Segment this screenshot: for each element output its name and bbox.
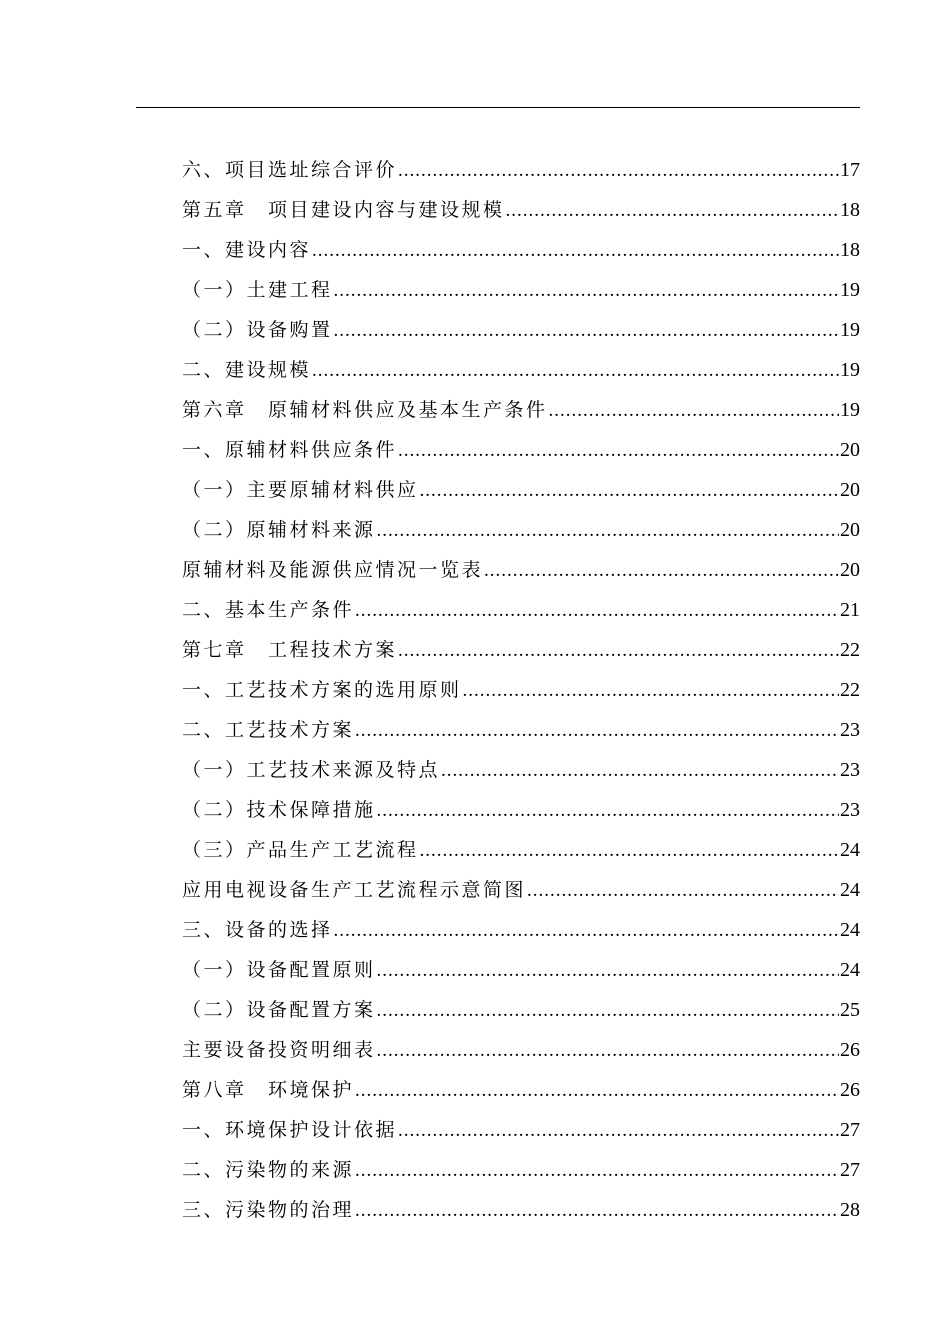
toc-entry[interactable] xyxy=(182,1190,860,1230)
toc-entry-page-number: 19 xyxy=(840,279,860,301)
toc-entry-title: 二、污染物的来源 xyxy=(182,1159,355,1181)
table-of-contents xyxy=(182,150,860,1230)
toc-entry-title: （三）产品生产工艺流程 xyxy=(182,839,419,861)
toc-entry[interactable] xyxy=(182,590,860,630)
toc-entry-title: 六、项目选址综合评价 xyxy=(182,159,398,181)
toc-entry-title: 一、原辅材料供应条件 xyxy=(182,439,398,461)
toc-dot-leader xyxy=(355,1151,839,1191)
toc-entry-page-number: 19 xyxy=(840,359,860,381)
toc-entry-title: 第六章 原辅材料供应及基本生产条件 xyxy=(182,399,548,421)
toc-entry-title: 主要设备投资明细表 xyxy=(182,1039,376,1061)
toc-dot-leader xyxy=(420,831,839,871)
toc-entry[interactable] xyxy=(182,790,860,830)
toc-entry-page-number: 27 xyxy=(840,1119,860,1141)
toc-entry-title: 第五章 项目建设内容与建设规模 xyxy=(182,199,505,221)
toc-dot-leader xyxy=(398,631,839,671)
toc-entry[interactable] xyxy=(182,550,860,590)
toc-entry-page-number: 20 xyxy=(840,439,860,461)
toc-entry[interactable] xyxy=(182,830,860,870)
toc-entry-title: 一、建设内容 xyxy=(182,239,312,261)
toc-entry-title: 第七章 工程技术方案 xyxy=(182,639,398,661)
toc-entry[interactable] xyxy=(182,310,860,350)
toc-entry-page-number: 21 xyxy=(840,599,860,621)
toc-dot-leader xyxy=(377,791,839,831)
toc-dot-leader xyxy=(377,511,839,551)
toc-entry[interactable] xyxy=(182,350,860,390)
toc-entry-title: 三、设备的选择 xyxy=(182,919,333,941)
toc-entry-page-number: 18 xyxy=(840,239,860,261)
toc-entry[interactable] xyxy=(182,750,860,790)
toc-entry-page-number: 26 xyxy=(840,1039,860,1061)
toc-entry-title: 二、工艺技术方案 xyxy=(182,719,355,741)
toc-entry[interactable] xyxy=(182,230,860,270)
toc-entry-title: 一、环境保护设计依据 xyxy=(182,1119,398,1141)
toc-dot-leader xyxy=(463,671,839,711)
toc-entry-page-number: 28 xyxy=(840,1199,860,1221)
toc-entry[interactable] xyxy=(182,670,860,710)
toc-entry[interactable] xyxy=(182,1070,860,1110)
toc-dot-leader xyxy=(527,871,839,911)
toc-entry-page-number: 20 xyxy=(840,559,860,581)
toc-entry-title: （二）设备购置 xyxy=(182,319,333,341)
toc-entry-title: （二）技术保障措施 xyxy=(182,799,376,821)
toc-dot-leader xyxy=(312,351,839,391)
toc-entry-page-number: 25 xyxy=(840,999,860,1021)
toc-entry[interactable] xyxy=(182,870,860,910)
toc-entry-title: （一）主要原辅材料供应 xyxy=(182,479,419,501)
toc-dot-leader xyxy=(398,1111,839,1151)
toc-entry[interactable] xyxy=(182,150,860,190)
toc-entry-page-number: 20 xyxy=(840,479,860,501)
toc-entry-page-number: 24 xyxy=(840,879,860,901)
toc-dot-leader xyxy=(355,1191,839,1231)
toc-entry-title: （一）工艺技术来源及特点 xyxy=(182,759,441,781)
toc-entry-page-number: 19 xyxy=(840,399,860,421)
toc-dot-leader xyxy=(312,231,839,271)
toc-dot-leader xyxy=(334,311,839,351)
toc-entry-title: 原辅材料及能源供应情况一览表 xyxy=(182,559,484,581)
toc-entry[interactable] xyxy=(182,1110,860,1150)
toc-entry-title: 应用电视设备生产工艺流程示意简图 xyxy=(182,879,527,901)
toc-entry-title: 二、建设规模 xyxy=(182,359,312,381)
toc-dot-leader xyxy=(441,751,839,791)
toc-entry-page-number: 23 xyxy=(840,759,860,781)
toc-entry[interactable] xyxy=(182,630,860,670)
toc-entry[interactable] xyxy=(182,910,860,950)
toc-entry-page-number: 24 xyxy=(840,839,860,861)
toc-entry-page-number: 23 xyxy=(840,719,860,741)
toc-entry-page-number: 26 xyxy=(840,1079,860,1101)
toc-entry-page-number: 23 xyxy=(840,799,860,821)
toc-entry-title: （一）设备配置原则 xyxy=(182,959,376,981)
toc-entry[interactable] xyxy=(182,270,860,310)
toc-entry[interactable] xyxy=(182,950,860,990)
toc-entry[interactable] xyxy=(182,390,860,430)
toc-entry[interactable] xyxy=(182,990,860,1030)
toc-entry-page-number: 22 xyxy=(840,679,860,701)
toc-dot-leader xyxy=(484,551,839,591)
toc-entry-title: 三、污染物的治理 xyxy=(182,1199,355,1221)
toc-dot-leader xyxy=(420,471,839,511)
toc-entry[interactable] xyxy=(182,470,860,510)
toc-entry[interactable] xyxy=(182,190,860,230)
toc-dot-leader xyxy=(355,711,839,751)
toc-entry-title: 第八章 环境保护 xyxy=(182,1079,355,1101)
toc-entry-page-number: 24 xyxy=(840,959,860,981)
toc-entry-page-number: 18 xyxy=(840,199,860,221)
header-rule xyxy=(136,107,860,108)
toc-entry-page-number: 27 xyxy=(840,1159,860,1181)
toc-entry-page-number: 22 xyxy=(840,639,860,661)
toc-entry-title: 二、基本生产条件 xyxy=(182,599,355,621)
toc-entry-title: 一、工艺技术方案的选用原则 xyxy=(182,679,462,701)
toc-entry-page-number: 19 xyxy=(840,319,860,341)
toc-dot-leader xyxy=(506,191,839,231)
toc-entry[interactable] xyxy=(182,510,860,550)
toc-dot-leader xyxy=(334,911,839,951)
toc-entry[interactable] xyxy=(182,1030,860,1070)
toc-dot-leader xyxy=(398,151,839,191)
toc-entry-page-number: 20 xyxy=(840,519,860,541)
toc-entry-title: （二）设备配置方案 xyxy=(182,999,376,1021)
toc-entry[interactable] xyxy=(182,430,860,470)
toc-entry-page-number: 24 xyxy=(840,919,860,941)
toc-dot-leader xyxy=(334,271,839,311)
toc-dot-leader xyxy=(377,991,839,1031)
toc-entry-title: （二）原辅材料来源 xyxy=(182,519,376,541)
toc-entry-title: （一）土建工程 xyxy=(182,279,333,301)
toc-dot-leader xyxy=(355,591,839,631)
toc-entry-page-number: 17 xyxy=(840,159,860,181)
toc-entry[interactable] xyxy=(182,710,860,750)
toc-dot-leader xyxy=(377,951,839,991)
toc-dot-leader xyxy=(398,431,839,471)
toc-dot-leader xyxy=(377,1031,839,1071)
toc-dot-leader xyxy=(355,1071,839,1111)
toc-entry[interactable] xyxy=(182,1150,860,1190)
toc-dot-leader xyxy=(549,391,839,431)
